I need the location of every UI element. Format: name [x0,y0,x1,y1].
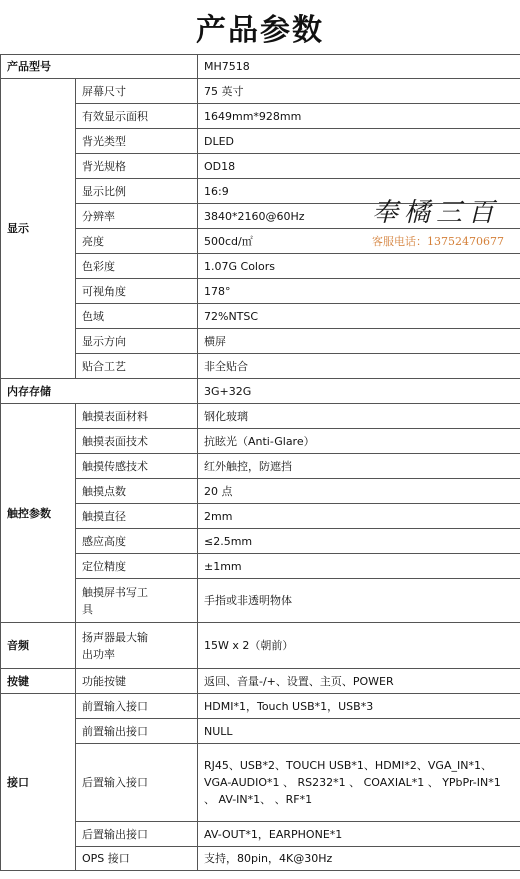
table-row [1,694,520,719]
row-key: 后置输出接口 [76,822,198,847]
row-value: RJ45、USB*2、TOUCH USB*1、HDMI*2、VGA_IN*1、VGA-AUDIO*1 、 RS232*1 、 COAXIAL*1 、 YPbPr-IN*1 、 AV-IN*1、 、RF*1 [198,744,520,822]
row-value: HDMI*1，Touch USB*1，USB*3 [198,694,520,719]
row-value: 72%NTSC [198,304,520,329]
row-key: 触摸直径 [76,504,198,529]
row-key: 后置输入接口 [76,744,198,822]
row-value: 15W x 2（朝前） [198,623,520,669]
row-value: 3840*2160@60Hz [198,204,520,229]
table-row [1,354,520,379]
row-value: NULL [198,719,520,744]
watermark-signature: 奉橘三百 [372,198,501,228]
row-key: 分辨率 [76,204,198,229]
row-value: OD18 [198,154,520,179]
row-value: 返回、音量-/+、设置、主页、POWER [198,669,520,694]
table-row [1,479,520,504]
row-key: 触摸表面材料 [76,404,198,429]
row-value: 抗眩光（Anti-Glare） [198,429,520,454]
touch-label: 触控参数 [1,404,76,623]
row-value: 20 点 [198,479,520,504]
table-row [1,154,520,179]
table-row [1,822,520,847]
row-value: 1649mm*928mm [198,104,520,129]
row-key: 色域 [76,304,198,329]
row-key: 功能按键 [76,669,198,694]
memory-label: 内存存储 [1,379,198,404]
row-key: 显示比例 [76,179,198,204]
row-value: 手指或非透明物体 [198,579,520,623]
ports-label: 接口 [1,694,76,871]
row-key: 感应高度 [76,529,198,554]
row-key: 扬声器最大输出功率 [76,623,198,669]
row-key: 定位精度 [76,554,198,579]
table-row [1,129,520,154]
row-key: 触摸点数 [76,479,198,504]
row-value: AV-OUT*1，EARPHONE*1 [198,822,520,847]
table-row [1,669,520,694]
row-key: 屏幕尺寸 [76,79,198,104]
keys-label: 按键 [1,669,76,694]
table-row [1,404,520,429]
table-row [1,454,520,479]
watermark-contact: 客服电话：13752470677 [372,235,504,248]
row-key: 前置输出接口 [76,719,198,744]
table-row [1,579,520,623]
table-row [1,719,520,744]
table-row [1,55,520,79]
row-value: ≤2.5mm [198,529,520,554]
table-row [1,379,520,404]
row-value: 红外触控，防遮挡 [198,454,520,479]
table-row [1,623,520,669]
table-row [1,304,520,329]
table-row [1,79,520,104]
table-row [1,429,520,454]
display-label: 显示 [1,79,76,379]
table-row [1,847,520,871]
row-key: OPS 接口 [76,847,198,871]
audio-label: 音频 [1,623,76,669]
row-value: 500cd/㎡ [198,229,520,254]
row-value: DLED [198,129,520,154]
table-row [1,529,520,554]
table-row [1,744,520,822]
row-key: 前置输入接口 [76,694,198,719]
row-value: 2mm [198,504,520,529]
row-key: 触摸传感技术 [76,454,198,479]
page-title: 产品参数 [196,13,324,48]
table-row [1,279,520,304]
row-value: 178° [198,279,520,304]
model-label: 产品型号 [1,55,198,79]
row-value: 钢化玻璃 [198,404,520,429]
table-row [1,504,520,529]
row-value: 75 英寸 [198,79,520,104]
row-key: 可视角度 [76,279,198,304]
row-key: 背光类型 [76,129,198,154]
model-value: MH7518 [198,55,520,79]
row-key: 触摸表面技术 [76,429,198,454]
row-key: 贴合工艺 [76,354,198,379]
row-value: 非全贴合 [198,354,520,379]
row-value: 1.07G Colors [198,254,520,279]
table-row [1,554,520,579]
row-key: 有效显示面积 [76,104,198,129]
row-key: 背光规格 [76,154,198,179]
row-key: 亮度 [76,229,198,254]
table-row [1,104,520,129]
table-row [1,329,520,354]
row-key: 显示方向 [76,329,198,354]
row-key: 触摸屏书写工具 [76,579,198,623]
watermark-stamp [372,192,512,252]
row-value: 16:9 [198,179,520,204]
row-key: 色彩度 [76,254,198,279]
spec-table [0,54,520,871]
table-row [1,254,520,279]
row-value: 支持，80pin，4K@30Hz [198,847,520,871]
memory-value: 3G+32G [198,379,520,404]
row-value: 横屏 [198,329,520,354]
row-value: ±1mm [198,554,520,579]
